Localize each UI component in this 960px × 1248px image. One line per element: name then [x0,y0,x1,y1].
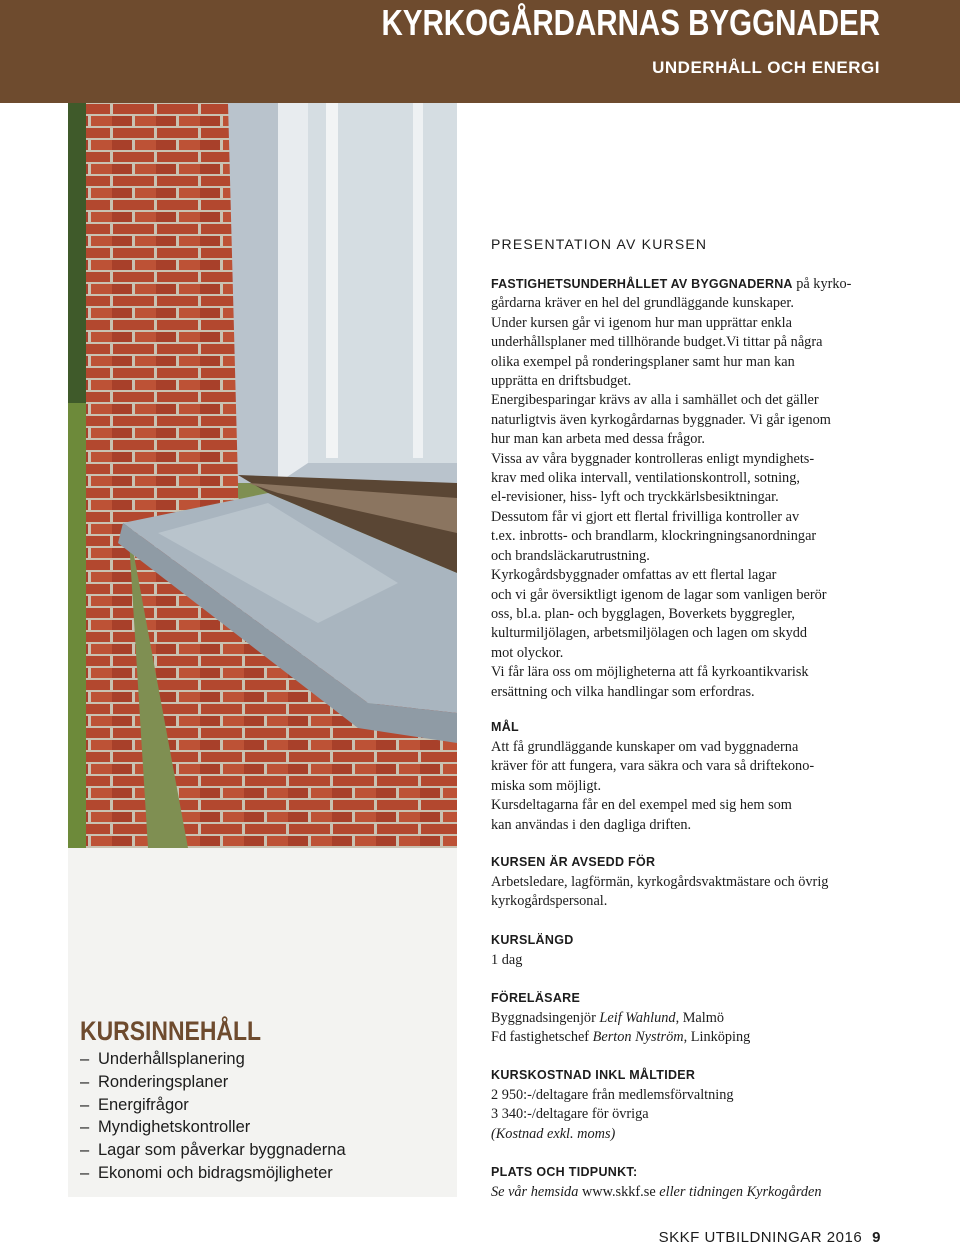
cost-text: 2 950:-/deltagare från medlemsförvaltning 3 340:-/deltagare för övriga (Kostnad exkl. moms) [491,1087,734,1142]
page-number: 9 [872,1229,881,1246]
list-item: – Ronderingsplaner [80,1072,229,1091]
page-header [0,0,960,103]
course-content-list [80,1048,346,1185]
length-label: KURSLÄNGD [491,933,574,947]
course-content-heading: KURSINNEHÅLL [80,1016,262,1046]
venue-label: PLATS OCH TIDPUNKT: [491,1165,638,1179]
section-title: PRESENTATION AV KURSEN [491,236,708,252]
page-footer [659,1229,881,1246]
lecturers-label: FÖRELÄSARE [491,991,581,1005]
course-content-box [68,848,457,1197]
audience-label: KURSEN ÄR AVSEDD FÖR [491,855,656,869]
list-item: – Underhållsplanering [80,1050,245,1068]
list-item: – Myndighetskontroller [80,1118,251,1137]
cost-note: (Kostnad exkl. moms) [491,1125,616,1142]
website-link[interactable]: www.skkf.se [581,1184,656,1200]
footer-text: SKKF UTBILDNINGAR 2016 [658,1229,863,1246]
cost-label: KURSKOSTNAD INKL MÅLTIDER [491,1068,696,1082]
intro-text: FASTIGHETSUNDERHÅLLET AV BYGGNADERNA på kyrko- gårdarna kräver en hel del grundläggande kunskaper. Under kursen går vi igenom hur man upprättar enkla underhållsplaner med tillhörande budget.Vi tittar på några olika exempel på ronderingsplaner samt hur man kan upprätta en driftsbudget. Energibesparingar krävs av alla i samhället och det gäller naturligtvis även kyrkogårdarnas byggnader. Vi går igenom hur man kan arbeta med dessa frågor. Vissa av våra byggnader kontrolleras enligt myndighets- krav med olika intervall, ventilationskontroll, sotning, el-revisioner, hiss- lyft och tryckkärlsbesiktningar. Dessutom får vi gjort ett flertal frivilliga kontroller av t.ex. inbrotts- och brandlarm, klockringningsanordningar och brandsläckarutrustning. Kyrkogårdsbyggnader omfattas av ett flertal lagar och vi går översiktligt igenom de lagar som vanligen berör oss, bl.a. plan- och bygglagen, Boverkets byggregler, kulturmiljölagen, arbetsmiljölagen och lagen om skydd mot olyckor. Vi får lära oss om möjligheterna att få kyrkoantikvarisk ersättning och vilka handlingar som erfordras. [491,276,852,700]
window-photo [68,103,457,848]
page-subtitle: UNDERHÅLL OCH ENERGI [652,58,880,77]
lecturer-name: Berton Nyström [592,1029,684,1046]
length-value: 1 dag [491,952,523,968]
lecturers-text: Byggnadsingenjör Leif Wahlund, Malmö Fd fastighetschef Berton Nyström, Linköping [491,1010,751,1046]
intro-lead: FASTIGHETSUNDERHÅLLET AV BYGGNADERNA [491,277,793,291]
goal-label: MÅL [491,720,519,734]
list-item: – Ekonomi och bidragsmöjligheter [80,1163,333,1182]
lecturer-name: Leif Wahlund [599,1010,676,1026]
list-item: – Lagar som påverkar byggnaderna [80,1141,346,1160]
page-title: KYRKOGÅRDARNAS BYGGNADER [381,2,880,43]
venue-text: Se vår hemsida www.skkf.se eller tidningen Kyrkogården [491,1184,822,1200]
goal-text: Att få grundläggande kunskaper om vad byggnaderna kräver för att fungera, vara säkra och vara så driftekono- miska som möjligt. Kursdeltagarna får en del exempel med sig hem som kan användas i den dagliga driften. [491,739,815,833]
list-item: – Energifrågor [80,1095,189,1114]
audience-text: Arbetsledare, lagförmän, kyrkogårdsvaktmästare och övrig kyrkogårdspersonal. [491,874,829,910]
